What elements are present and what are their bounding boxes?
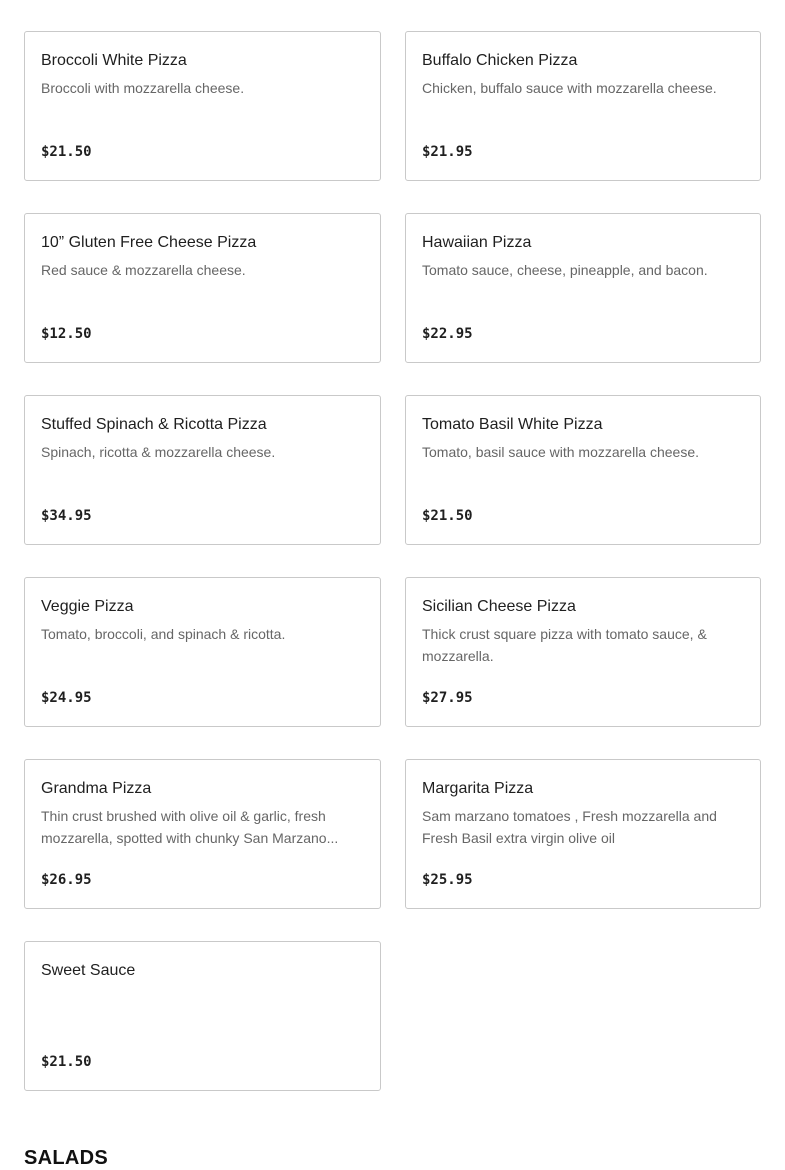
menu-item-description: Sam marzano tomatoes , Fresh mozzarella and Fresh Basil extra virgin olive oil — [422, 808, 717, 846]
menu-item-name: Hawaiian Pizza — [422, 234, 532, 251]
menu-item-price: $21.95 — [422, 144, 473, 160]
menu-item-card[interactable] — [24, 759, 381, 909]
menu-item-name: Stuffed Spinach & Ricotta Pizza — [41, 416, 267, 433]
menu-item-description: Thick crust square pizza with tomato sauce, & mozzarella. — [422, 626, 707, 664]
menu-item-card[interactable] — [24, 941, 381, 1091]
menu-item-price: $22.95 — [422, 326, 473, 342]
menu-item-price: $12.50 — [41, 326, 92, 342]
menu-item-name: Sweet Sauce — [41, 962, 136, 979]
menu-item-name: Grandma Pizza — [41, 780, 152, 797]
menu-item-card[interactable] — [24, 31, 381, 181]
menu-item-name: Broccoli White Pizza — [41, 52, 187, 69]
menu-item-name: Sicilian Cheese Pizza — [422, 598, 576, 615]
menu-item-card[interactable] — [24, 577, 381, 727]
menu-item-card[interactable] — [405, 577, 761, 727]
menu-item-price: $21.50 — [422, 508, 473, 524]
menu-item-card[interactable] — [405, 759, 761, 909]
menu-item-name: Veggie Pizza — [41, 598, 134, 615]
menu-item-price: $34.95 — [41, 508, 92, 524]
menu-item-name: Tomato Basil White Pizza — [422, 416, 603, 433]
menu-item-price: $21.50 — [41, 144, 92, 160]
menu-item-price: $21.50 — [41, 1054, 92, 1070]
menu-item-card[interactable] — [405, 213, 761, 363]
menu-item-card[interactable] — [405, 395, 761, 545]
menu-item-description: Chicken, buffalo sauce with mozzarella cheese. — [422, 80, 717, 96]
menu-item-description: Tomato, basil sauce with mozzarella cheese. — [422, 444, 700, 460]
menu-item-description: Broccoli with mozzarella cheese. — [41, 80, 245, 96]
menu-item-description: Spinach, ricotta & mozzarella cheese. — [41, 444, 276, 460]
menu-item-card[interactable] — [24, 213, 381, 363]
menu-item-description: Thin crust brushed with olive oil & garlic, fresh mozzarella, spotted with chunky San Marzano... — [41, 808, 339, 846]
menu-item-name: Buffalo Chicken Pizza — [422, 52, 578, 69]
menu-item-card[interactable] — [24, 395, 381, 545]
menu-item-price: $26.95 — [41, 872, 92, 888]
menu-item-card[interactable] — [405, 31, 761, 181]
menu-item-description: Tomato, broccoli, and spinach & ricotta. — [41, 626, 286, 642]
menu-items-grid — [24, 0, 761, 1091]
menu-item-description: Red sauce & mozzarella cheese. — [41, 262, 246, 278]
menu-item-description: Tomato sauce, cheese, pineapple, and bacon. — [422, 262, 708, 278]
menu-item-price: $24.95 — [41, 690, 92, 706]
menu-item-price: $25.95 — [422, 872, 473, 888]
section-heading-salads: SALADS — [24, 1147, 109, 1169]
menu-item-name: Margarita Pizza — [422, 780, 534, 797]
menu-item-name: 10” Gluten Free Cheese Pizza — [41, 234, 257, 251]
menu-item-price: $27.95 — [422, 690, 473, 706]
